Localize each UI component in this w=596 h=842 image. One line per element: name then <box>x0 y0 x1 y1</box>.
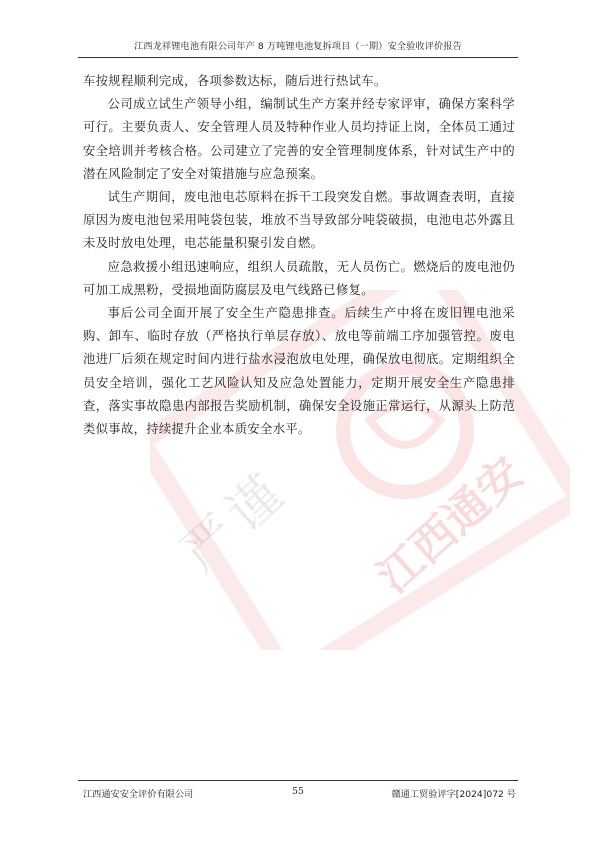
paragraph-5: 事后公司全面开展了安全生产隐患排查。后续生产中将在废旧锂电池采购、卸车、临时存放（严格执行单层存放）、放电等前端工序加强管控。废电池进厂后须在规定时间内进行盐水浸泡放电处理，确保放电彻底。定期组织全员安全培训，强化工艺风险认知及应急处置能力，定期开展安全生产隐患排查，落实事故隐患内部报告奖励机制，确保安全设施正常运行，从源头上防范类似事故，持续提升企业本质安全水平。 <box>83 306 515 437</box>
footer-company: 江西通安安全评价有限公司 <box>83 789 194 800</box>
paragraph-3: 试生产期间，废电池电芯原料在拆干工段突发自燃。事故调查表明，直接原因为废电池包采用吨袋包装，堆放不当导致部分吨袋破损，电池电芯外露且未及时放电处理，电芯能量积聚引发自燃。 <box>83 190 515 251</box>
header-divider <box>78 57 518 58</box>
body-text <box>83 70 515 441</box>
watermark-text: 江西通安 <box>368 447 534 604</box>
footer-report-number: 赣通工贸验评字[2024]072 号 <box>391 789 516 800</box>
svg-text:严: 严 <box>170 504 250 585</box>
footer-divider <box>78 780 518 781</box>
page-number: 55 <box>292 786 304 797</box>
paragraph-4: 应急救援小组迅速响应，组织人员疏散，无人员伤亡。燃烧后的废电池仍可加工成黑粉，受损地面防腐层及电气线路已修复。 <box>83 259 515 297</box>
paragraph-2: 公司成立试生产领导小组，编制试生产方案并经专家评审，确保方案科学可行。主要负责人、安全管理人员及特种作业人员均持证上岗，全体员工通过安全培训并考核合格。公司建立了完善的安全管理制度体系，针对试生产中的潜在风险制定了安全对策措施与应急预案。 <box>83 97 515 181</box>
svg-text:谨: 谨 <box>215 464 295 544</box>
paragraph-1: 车按规程顺利完成，各项参数达标，随后进行热试车。 <box>83 74 387 88</box>
running-header: 江西龙祥锂电池有限公司年产 8 万吨锂电池复拆项目（一期）安全验收评价报告 <box>134 41 462 52</box>
